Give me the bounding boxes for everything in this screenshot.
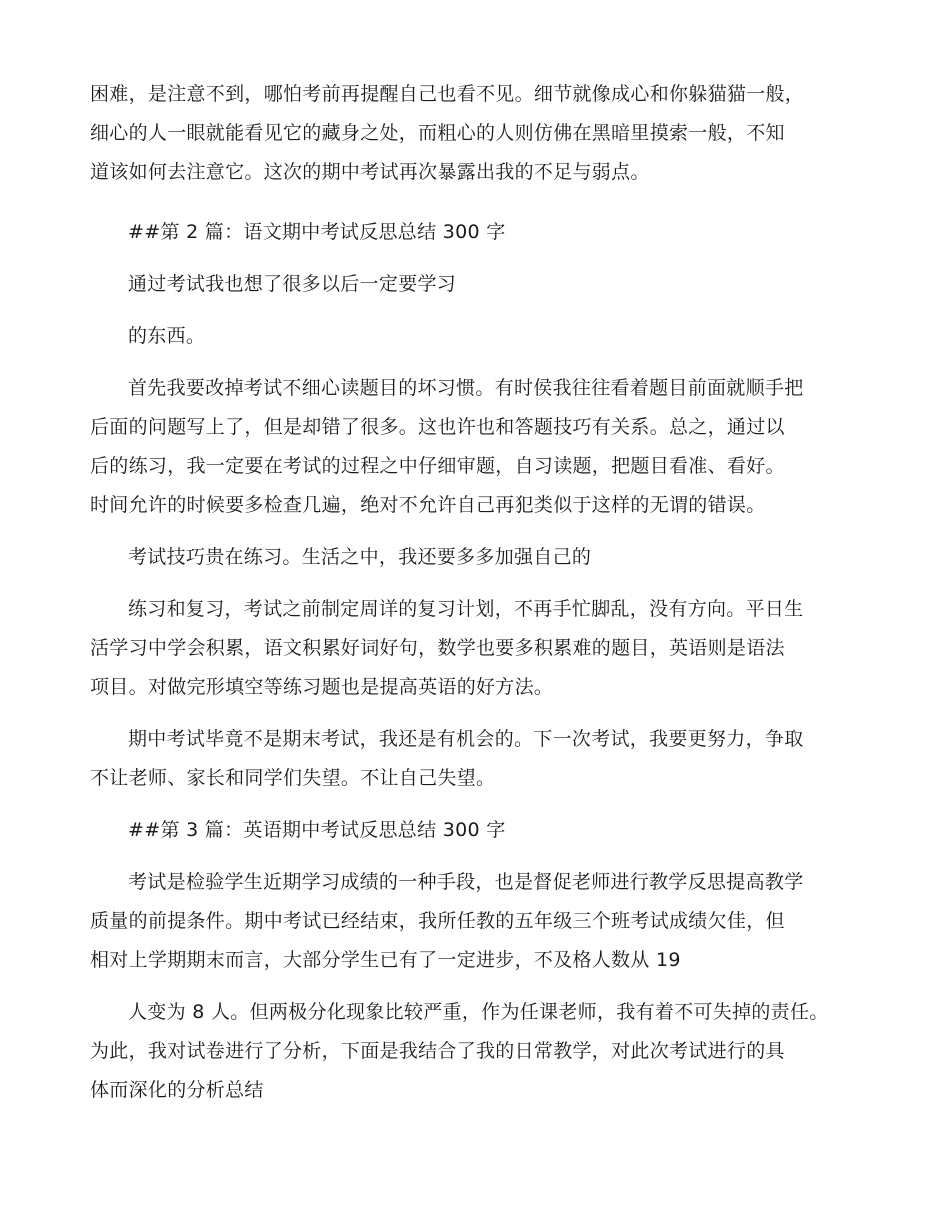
- paragraph-line: 道该如何去注意它。这次的期中考试再次暴露出我的不足与弱点。: [90, 161, 650, 183]
- paragraph-line: 项目。对做完形填空等练习题也是提高英语的好方法。: [90, 676, 554, 698]
- section-heading: ##第 2 篇：语文期中考试反思总结 300 字: [128, 221, 506, 243]
- paragraph-line: 的东西。: [128, 325, 206, 347]
- paragraph-line: 考试技巧贵在练习。生活之中，我还要多多加强自己的: [128, 546, 592, 568]
- paragraph-line: 相对上学期期末而言，大部分学生已有了一定进步，不及格人数从 19: [90, 949, 681, 971]
- paragraph-line: 后的练习，我一定要在考试的过程之中仔细审题，自习读题，把题目看准、看好。: [90, 455, 785, 477]
- paragraph-line: 质量的前提条件。期中考试已经结束，我所任教的五年级三个班考试成绩欠佳，但: [90, 910, 785, 932]
- paragraph-line: 活学习中学会积累，语文积累好词好句，数学也要多积累难的题目，英语则是语法: [90, 637, 785, 659]
- paragraph-line: 不让老师、家长和同学们失望。不让自己失望。: [90, 767, 496, 789]
- paragraph-line: 首先我要改掉考试不细心读题目的坏习惯。有时侯我往往看着题目前面就顺手把: [128, 377, 804, 399]
- paragraph-line: 考试是检验学生近期学习成绩的一种手段，也是督促老师进行教学反思提高教学: [128, 871, 804, 893]
- paragraph-line: 细心的人一眼就能看见它的藏身之处，而粗心的人则仿佛在黑暗里摸索一般，不知: [90, 122, 785, 144]
- paragraph-line: 体而深化的分析总结: [90, 1079, 264, 1101]
- paragraph-line: 练习和复习，考试之前制定周详的复习计划，不再手忙脚乱，没有方向。平日生: [128, 598, 804, 620]
- paragraph-line: 人变为 8 人。但两极分化现象比较严重，作为任课老师，我有着不可失掉的责任。: [128, 1001, 829, 1023]
- paragraph-line: 后面的问题写上了，但是却错了很多。这也许也和答题技巧有关系。总之，通过以: [90, 416, 785, 438]
- paragraph-line: 为此，我对试卷进行了分析，下面是我结合了我的日常教学，对此次考试进行的具: [90, 1040, 785, 1062]
- section-heading: ##第 3 篇：英语期中考试反思总结 300 字: [128, 819, 506, 841]
- paragraph-line: 时间允许的时候要多检查几遍，绝对不允许自己再犯类似于这样的无谓的错误。: [90, 494, 766, 516]
- paragraph-line: 困难，是注意不到，哪怕考前再提醒自己也看不见。细节就像成心和你躲猫猫一般，: [90, 83, 805, 105]
- paragraph-line: 通过考试我也想了很多以后一定要学习: [128, 273, 457, 295]
- paragraph-line: 期中考试毕竟不是期末考试，我还是有机会的。下一次考试，我要更努力，争取: [128, 728, 804, 750]
